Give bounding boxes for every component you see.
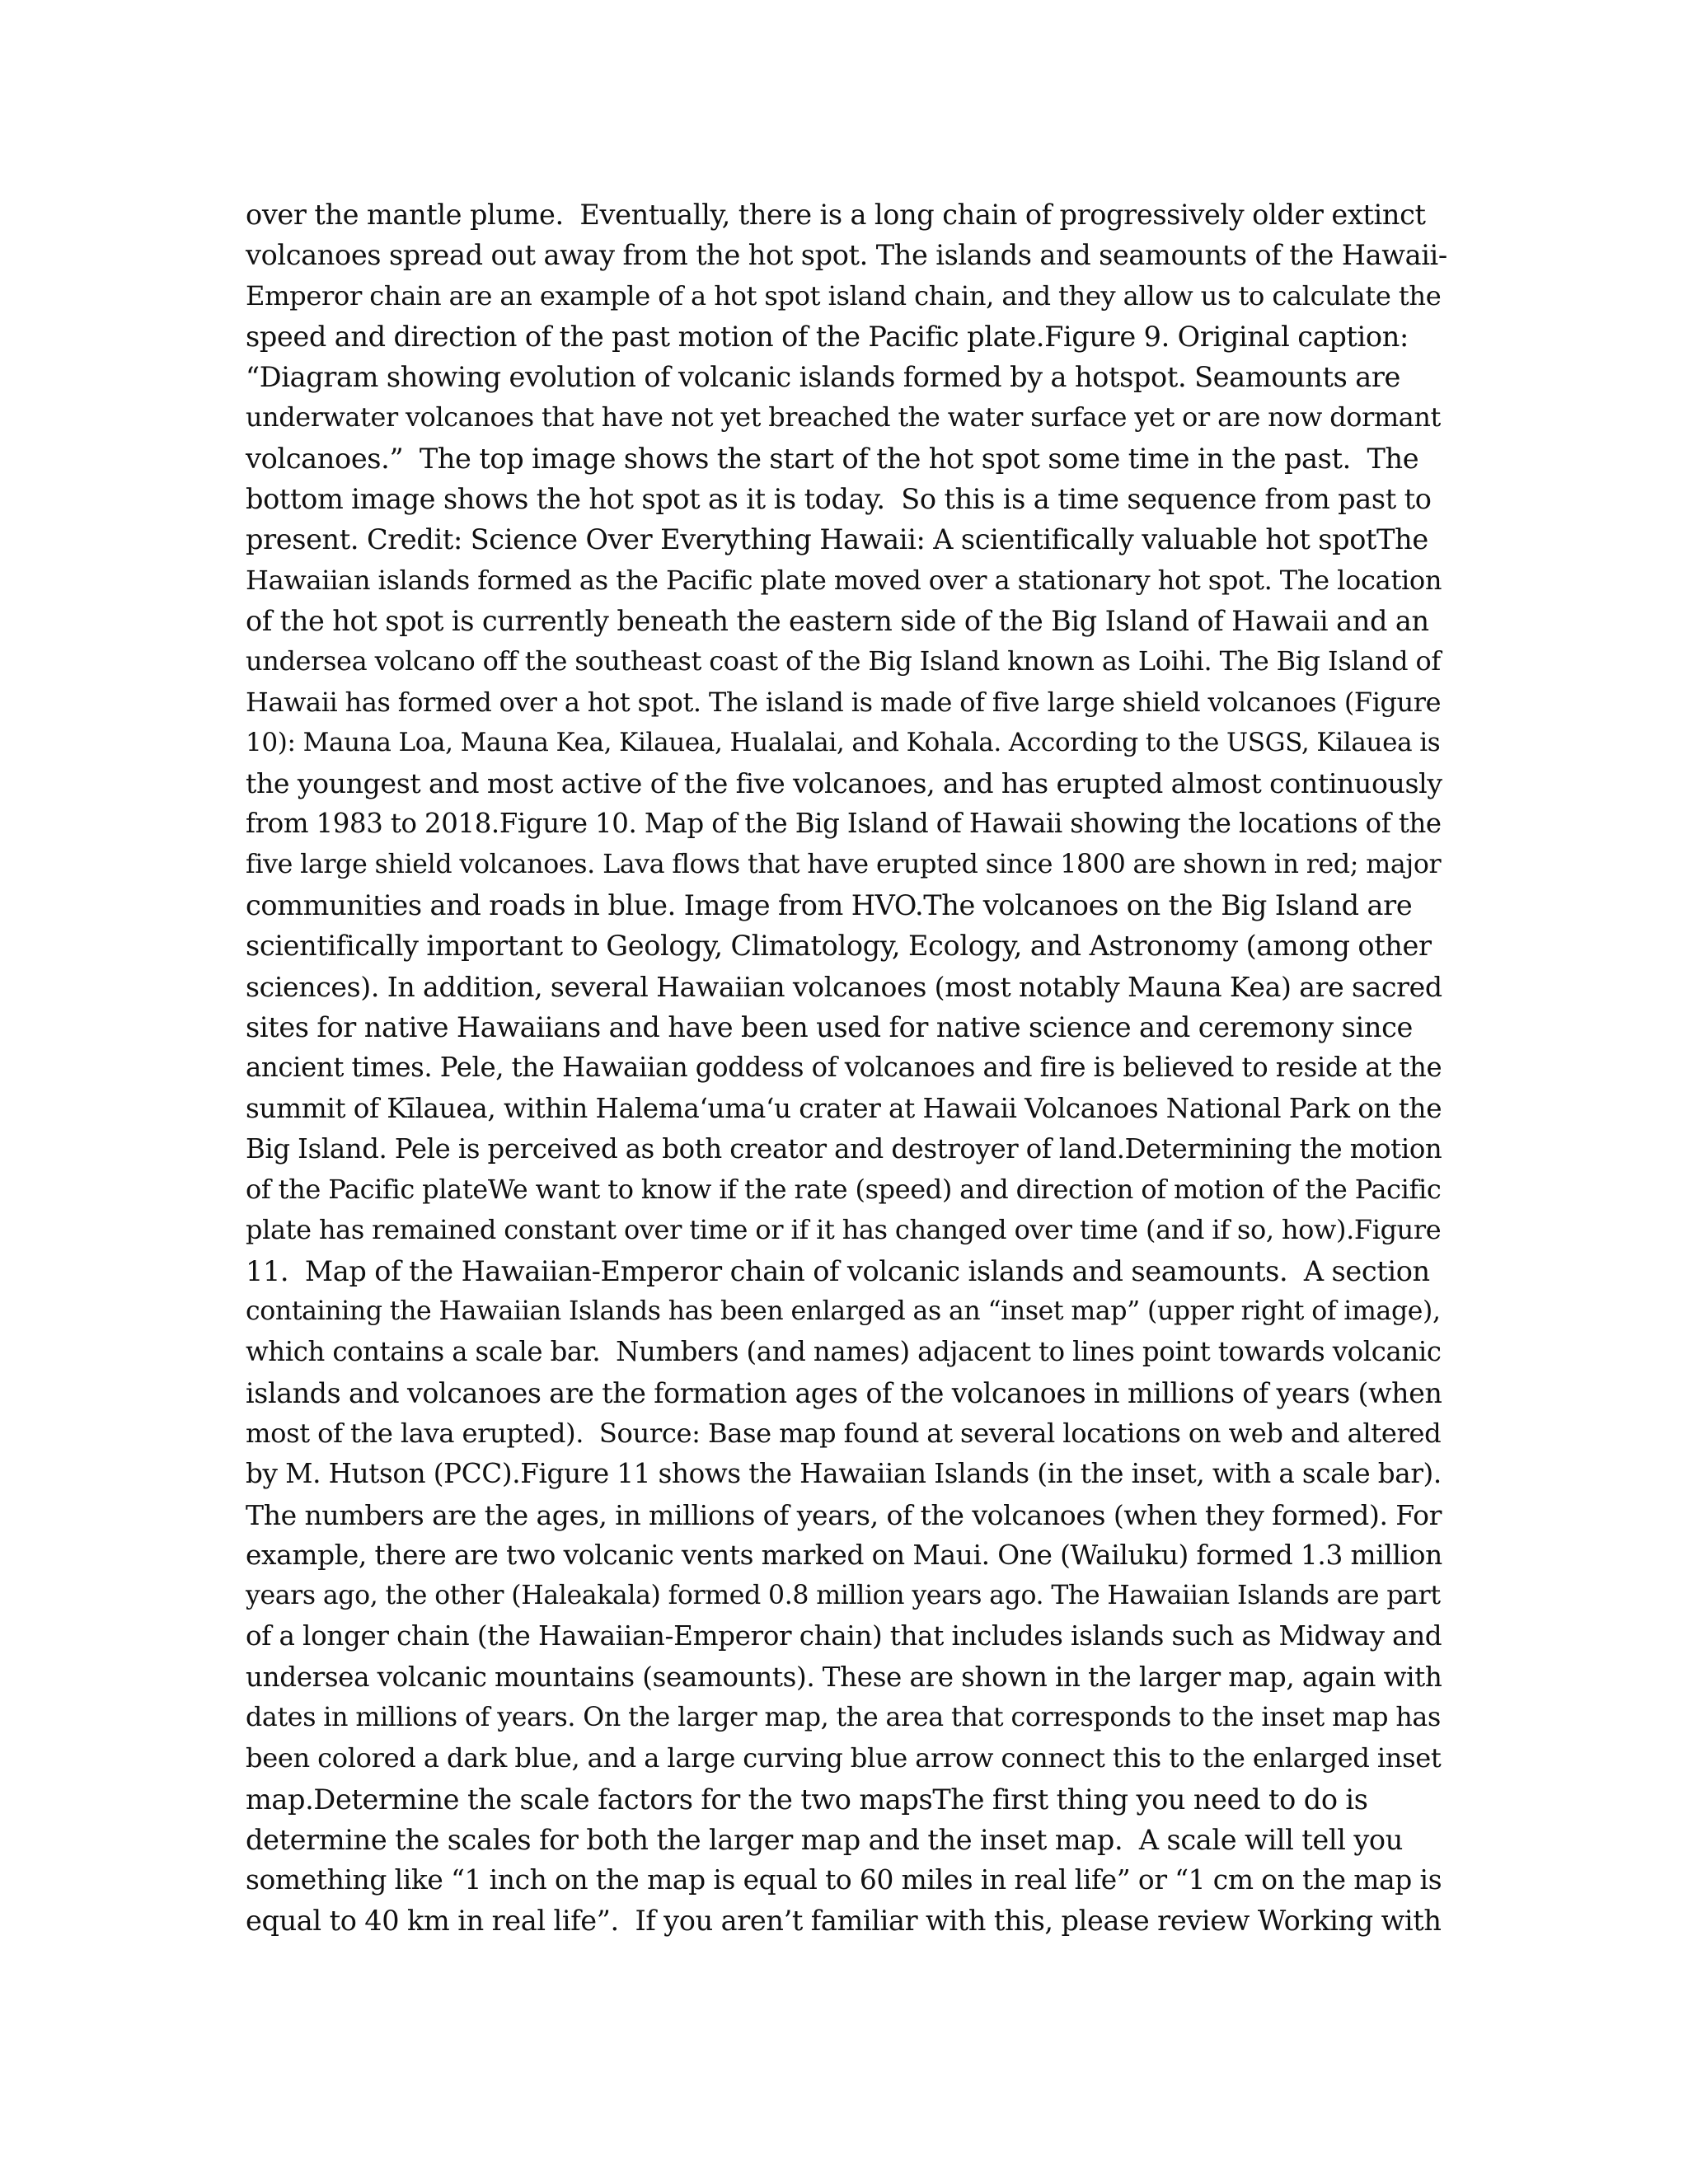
text-line: sites for native Hawaiians and have been used for native science and ceremony since bbox=[246, 1010, 1413, 1043]
text-line: Emperor chain are an example of a hot spot island chain, and they allow us to calculate the bbox=[246, 279, 1442, 312]
text-line: determine the scales for both the larger map and the inset map. A scale will tell you bbox=[246, 1823, 1403, 1856]
text-line: been colored a dark blue, and a large curving blue arrow connect this to the enlarged inset bbox=[246, 1742, 1442, 1774]
body-text bbox=[246, 194, 1449, 1942]
text-line: communities and roads in blue. Image from HVO.The volcanoes on the Big Island are bbox=[246, 889, 1413, 922]
text-line: underwater volcanoes that have not yet breached the water surface yet or are now dormant bbox=[246, 402, 1441, 434]
text-line: Hawaiian islands formed as the Pacific plate moved over a stationary hot spot. The location bbox=[246, 564, 1442, 596]
text-line: “Diagram showing evolution of volcanic islands formed by a hotspot. Seamounts are bbox=[246, 361, 1400, 394]
text-line: volcanoes.” The top image shows the start of the hot spot some time in the past. The bbox=[246, 442, 1419, 475]
text-line: something like “1 inch on the map is equal to 60 miles in real life” or “1 cm on the map is bbox=[246, 1864, 1442, 1896]
text-line: plate has remained constant over time or if it has changed over time (and if so, how).Figure bbox=[246, 1214, 1442, 1246]
text-line: containing the Hawaiian Islands has been enlarged as an “inset map” (upper right of image), bbox=[246, 1296, 1441, 1327]
text-line: summit of Kīlauea, within Halemaʻumaʻu crater at Hawaii Volcanoes National Park on the bbox=[246, 1092, 1442, 1124]
text-line: Hawaii has formed over a hot spot. The island is made of five large shield volcanoes (Figure bbox=[246, 686, 1442, 718]
text-line: of the hot spot is currently beneath the eastern side of the Big Island of Hawaii and an bbox=[246, 604, 1429, 637]
text-line: of the Pacific plateWe want to know if the rate (speed) and direction of motion of the Pacific bbox=[246, 1174, 1442, 1206]
text-line: by M. Hutson (PCC).Figure 11 shows the Hawaiian Islands (in the inset, with a scale bar). bbox=[246, 1458, 1442, 1490]
text-line: of a longer chain (the Hawaiian-Emperor chain) that includes islands such as Midway and bbox=[246, 1620, 1442, 1652]
text-line: map.Determine the scale factors for the two mapsThe first thing you need to do is bbox=[246, 1783, 1368, 1816]
text-line: from 1983 to 2018.Figure 10. Map of the Big Island of Hawaii showing the locations of the bbox=[246, 808, 1442, 840]
text-line: Big Island. Pele is perceived as both creator and destroyer of land.Determining the motion bbox=[246, 1132, 1442, 1165]
text-line: undersea volcano off the southeast coast of the Big Island known as Loihi. The Big Island of bbox=[246, 645, 1441, 677]
text-line: 11. Map of the Hawaiian-Emperor chain of volcanic islands and seamounts. A section bbox=[246, 1254, 1430, 1287]
text-line: undersea volcanic mountains (seamounts). These are shown in the larger map, again with bbox=[246, 1661, 1442, 1693]
text-line: sciences). In addition, several Hawaiian volcanoes (most notably Mauna Kea) are sacred bbox=[246, 970, 1442, 1003]
text-line: speed and direction of the past motion of the Pacific plate.Figure 9. Original caption: bbox=[246, 320, 1409, 353]
text-line: most of the lava erupted). Source: Base map found at several locations on web and altered bbox=[246, 1417, 1442, 1449]
text-line: present. Credit: Science Over Everything Hawaii: A scientifically valuable hot spotThe bbox=[246, 523, 1428, 556]
text-line: the youngest and most active of the five volcanoes, and has erupted almost continuously bbox=[246, 767, 1442, 800]
text-line: equal to 40 km in real life”. If you aren’t familiar with this, please review Working with bbox=[246, 1905, 1442, 1938]
text-line: 10): Mauna Loa, Mauna Kea, Kilauea, Hualalai, and Kohala. According to the USGS, Kilauea is bbox=[246, 727, 1441, 757]
text-line: The numbers are the ages, in millions of years, of the volcanoes (when they formed). For bbox=[246, 1498, 1442, 1531]
text-line: over the mantle plume. Eventually, there is a long chain of progressively older extinct bbox=[246, 199, 1426, 231]
text-line: five large shield volcanoes. Lava flows that have erupted since 1800 are shown in red; major bbox=[246, 849, 1442, 879]
text-line: bottom image shows the hot spot as it is today. So this is a time sequence from past to bbox=[246, 483, 1432, 516]
text-line: ancient times. Pele, the Hawaiian goddess of volcanoes and fire is believed to reside at the bbox=[246, 1052, 1442, 1084]
text-line: islands and volcanoes are the formation ages of the volcanoes in millions of years (when bbox=[246, 1376, 1442, 1409]
text-line: years ago, the other (Haleakala) formed 0.8 million years ago. The Hawaiian Islands are part bbox=[246, 1581, 1441, 1611]
text-line: which contains a scale bar. Numbers (and names) adjacent to lines point towards volcanic bbox=[246, 1336, 1442, 1368]
text-line: example, there are two volcanic vents marked on Maui. One (Wailuku) formed 1.3 million bbox=[246, 1539, 1442, 1571]
text-line: scientifically important to Geology, Climatology, Ecology, and Astronomy (among other bbox=[246, 930, 1432, 963]
text-line: volcanoes spread out away from the hot spot. The islands and seamounts of the Hawaii- bbox=[246, 239, 1447, 272]
text-line: dates in millions of years. On the larger map, the area that corresponds to the inset map has bbox=[246, 1702, 1441, 1732]
